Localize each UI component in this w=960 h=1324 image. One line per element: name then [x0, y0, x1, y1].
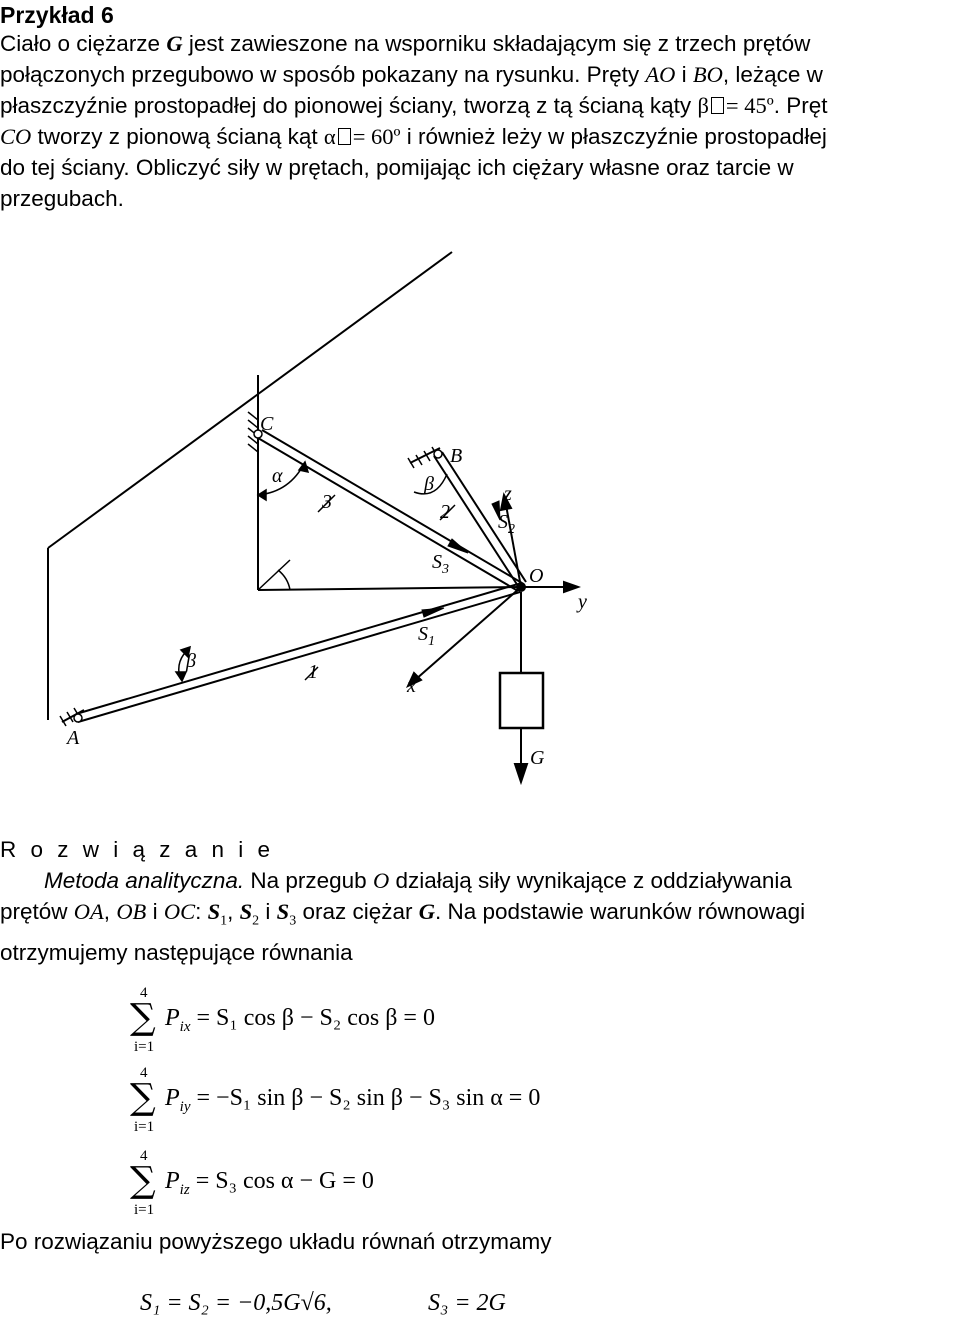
label-c: C	[260, 413, 274, 435]
rod-3-a	[262, 430, 522, 583]
problem-statement	[0, 28, 960, 214]
label-b: B	[450, 445, 463, 467]
problem-line-2: połączonych przegubowo w sposób pokazany na rysunku. Pręty AO i BO, leżące w	[0, 62, 823, 87]
label-x: x	[407, 675, 416, 697]
label-s3: $S_3$	[432, 551, 449, 577]
solution-heading: R o z w i ą z a n i e	[0, 837, 275, 862]
label-beta-bottom: β	[186, 650, 196, 672]
weight-box	[500, 673, 543, 728]
truss-figure	[0, 240, 960, 800]
y-axis-arrow	[564, 582, 578, 592]
g-arrow	[515, 764, 527, 782]
label-o: O	[529, 565, 544, 587]
equation-1: 4 ∑ i=1 $P_{ix} = S_1$ cos β − S₂ cos β = 0	[130, 985, 435, 1055]
label-alpha: α	[272, 465, 283, 487]
sum-symbol: ∑	[130, 1160, 156, 1201]
rod-1-b	[78, 592, 520, 722]
sum-symbol: ∑	[130, 1077, 156, 1118]
label-z: z	[504, 483, 512, 505]
problem-line-1: Ciało o ciężarze G jest zawieszone na wsporniku składającym się z trzech prętów	[0, 31, 811, 56]
label-rod-3: 3	[322, 491, 332, 513]
solution-line-2: prętów OA, OB i OC: $S_1$, $S_2$ i $S_3$ oraz ciężar G. Na podstawie warunków równowagi	[0, 899, 806, 929]
example-title: Przykład 6	[0, 2, 114, 28]
equation-2: 4 ∑ i=1 $P_{iy} = -S_1$ sin β − S₂ sin β − S₃ sin α = 0	[130, 1065, 541, 1135]
joint-a	[74, 714, 82, 722]
y-axis-base	[258, 587, 522, 590]
missing-glyph-box	[711, 97, 724, 114]
rod-3-b	[258, 438, 518, 591]
rod-2-a	[442, 452, 526, 582]
label-g: G	[530, 747, 545, 769]
result-2: S₃ = 2G	[428, 1290, 506, 1316]
conclusion-text: Po rozwiązaniu powyższego układu równań otrzymamy	[0, 1229, 552, 1254]
result-1: S₁ = S₂ = −0,5G√6,	[140, 1290, 332, 1316]
right-angle-mark	[278, 570, 290, 590]
problem-line-3: płaszczyźnie prostopadłej do pionowej ściany, tworzą z tą ścianą kąty β = 45º. Pręt	[0, 93, 828, 118]
solution-section	[0, 834, 960, 968]
problem-line-4: CO tworzy z pionową ścianą kąt α = 60º i również leży w płaszczyźnie prostopadłej	[0, 124, 827, 149]
wall-top-edge	[48, 252, 452, 548]
label-y: y	[578, 591, 587, 613]
solution-line-1: Metoda analityczna. Na przegub O działają siły wynikające z oddziaływania	[44, 868, 792, 893]
equation-3: 4 ∑ i=1 $P_{iz} = S_3$ cos α − G = 0	[130, 1148, 374, 1218]
sum-symbol: ∑	[130, 997, 156, 1038]
problem-line-6: przegubach.	[0, 186, 124, 211]
label-s1: $S_1$	[418, 623, 435, 649]
label-rod-2: 2	[440, 501, 450, 523]
problem-line-5: do tej ściany. Obliczyć siły w prętach, pomijając ich ciężary własne oraz tarcie w	[0, 155, 794, 180]
label-a: A	[67, 727, 80, 749]
joint-b	[434, 450, 442, 458]
label-beta-top: β	[424, 473, 434, 495]
missing-glyph-box	[338, 128, 351, 145]
label-rod-1: 1	[308, 661, 318, 683]
label-s2: $S_2$	[498, 511, 515, 537]
solution-line-3: otrzymujemy następujące równania	[0, 939, 353, 965]
